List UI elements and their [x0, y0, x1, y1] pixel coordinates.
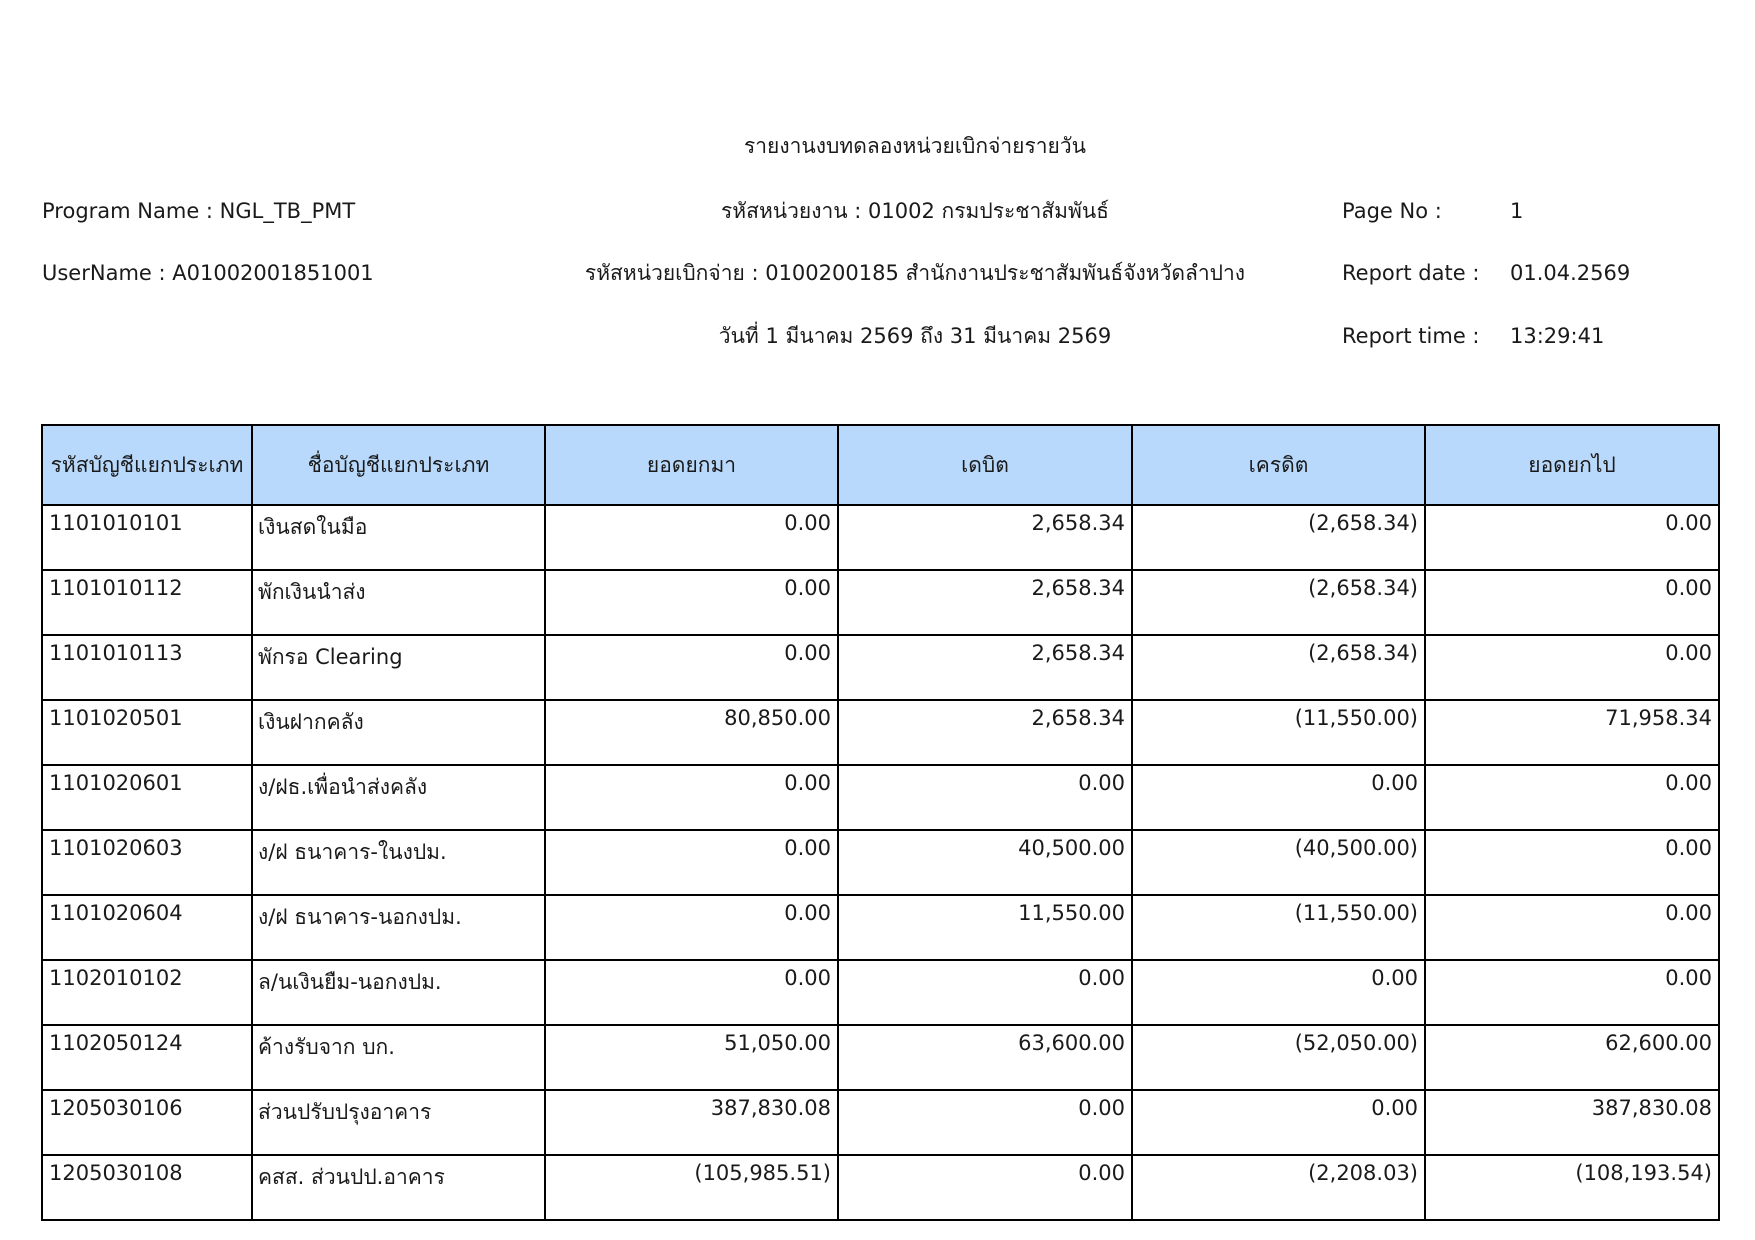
cell-opening-balance: 0.00 [545, 960, 838, 1025]
cell-credit: (2,658.34) [1132, 570, 1425, 635]
cell-debit: 11,550.00 [838, 895, 1132, 960]
cell-account-code: 1101010112 [42, 570, 252, 635]
cell-debit: 2,658.34 [838, 700, 1132, 765]
table-row [42, 700, 1719, 765]
cell-opening-balance: 80,850.00 [545, 700, 838, 765]
cell-account-code: 1205030106 [42, 1090, 252, 1155]
cell-account-name: ง/ฝ ธนาคาร-นอกงปม. [252, 895, 545, 960]
program-name: Program Name : NGL_TB_PMT [42, 199, 356, 223]
disbursement-unit: รหัสหน่วยเบิกจ่าย : 0100200185 สำนักงานประชาสัมพันธ์จังหวัดลำปาง [584, 261, 1246, 285]
cell-opening-balance: 0.00 [545, 765, 838, 830]
cell-account-code: 1101010101 [42, 505, 252, 570]
table-header-row [42, 425, 1719, 505]
page-no-label: Page No : [1342, 199, 1442, 223]
cell-debit: 63,600.00 [838, 1025, 1132, 1090]
cell-closing-balance: 0.00 [1425, 895, 1719, 960]
cell-credit: 0.00 [1132, 1090, 1425, 1155]
report-date-value: 01.04.2569 [1510, 261, 1631, 285]
report-date-label: Report date : [1342, 261, 1480, 285]
cell-account-name: เงินฝากคลัง [252, 700, 545, 765]
cell-closing-balance: 71,958.34 [1425, 700, 1719, 765]
cell-closing-balance: 0.00 [1425, 505, 1719, 570]
cell-account-code: 1205030108 [42, 1155, 252, 1220]
cell-debit: 2,658.34 [838, 505, 1132, 570]
table-row [42, 1155, 1719, 1220]
cell-credit: (2,658.34) [1132, 505, 1425, 570]
cell-opening-balance: 51,050.00 [545, 1025, 838, 1090]
cell-account-name: ส่วนปรับปรุงอาคาร [252, 1090, 545, 1155]
cell-opening-balance: 0.00 [545, 570, 838, 635]
cell-debit: 0.00 [838, 1155, 1132, 1220]
table-row [42, 505, 1719, 570]
column-header-debit: เดบิต [838, 425, 1132, 505]
cell-account-code: 1101020501 [42, 700, 252, 765]
cell-debit: 0.00 [838, 765, 1132, 830]
cell-account-code: 1101020601 [42, 765, 252, 830]
column-header-closing-balance: ยอดยกไป [1425, 425, 1719, 505]
cell-account-code: 1102010102 [42, 960, 252, 1025]
cell-credit: (52,050.00) [1132, 1025, 1425, 1090]
cell-closing-balance: 0.00 [1425, 960, 1719, 1025]
table-row [42, 1025, 1719, 1090]
table-body [42, 505, 1719, 1220]
table-row [42, 765, 1719, 830]
cell-account-name: ง/ฝธ.เพื่อนำส่งคลัง [252, 765, 545, 830]
cell-closing-balance: 62,600.00 [1425, 1025, 1719, 1090]
table-row [42, 635, 1719, 700]
cell-opening-balance: 0.00 [545, 895, 838, 960]
cell-account-code: 1101010113 [42, 635, 252, 700]
cell-closing-balance: (108,193.54) [1425, 1155, 1719, 1220]
cell-closing-balance: 0.00 [1425, 765, 1719, 830]
cell-closing-balance: 0.00 [1425, 635, 1719, 700]
cell-credit: 0.00 [1132, 765, 1425, 830]
cell-credit: (2,658.34) [1132, 635, 1425, 700]
cell-account-name: ค้างรับจาก บก. [252, 1025, 545, 1090]
agency-code: รหัสหน่วยงาน : 01002 กรมประชาสัมพันธ์ [721, 199, 1109, 223]
cell-account-code: 1102050124 [42, 1025, 252, 1090]
cell-account-name: ง/ฝ ธนาคาร-ในงปม. [252, 830, 545, 895]
column-header-account-name: ชื่อบัญชีแยกประเภท [252, 425, 545, 505]
column-header-account-code: รหัสบัญชีแยกประเภท [42, 425, 252, 505]
cell-opening-balance: 0.00 [545, 505, 838, 570]
cell-credit: 0.00 [1132, 960, 1425, 1025]
report-title: รายงานงบทดลองหน่วยเบิกจ่ายรายวัน [743, 134, 1087, 158]
cell-account-name: พักเงินนำส่ง [252, 570, 545, 635]
report-period: วันที่ 1 มีนาคม 2569 ถึง 31 มีนาคม 2569 [718, 324, 1112, 348]
cell-opening-balance: (105,985.51) [545, 1155, 838, 1220]
report-time-label: Report time : [1342, 324, 1480, 348]
cell-debit: 2,658.34 [838, 570, 1132, 635]
cell-account-name: เงินสดในมือ [252, 505, 545, 570]
user-name: UserName : A01002001851001 [42, 261, 374, 285]
cell-debit: 2,658.34 [838, 635, 1132, 700]
cell-debit: 40,500.00 [838, 830, 1132, 895]
cell-closing-balance: 0.00 [1425, 570, 1719, 635]
table-row [42, 1090, 1719, 1155]
cell-closing-balance: 0.00 [1425, 830, 1719, 895]
table-row [42, 895, 1719, 960]
cell-credit: (11,550.00) [1132, 700, 1425, 765]
cell-debit: 0.00 [838, 960, 1132, 1025]
cell-closing-balance: 387,830.08 [1425, 1090, 1719, 1155]
column-header-opening-balance: ยอดยกมา [545, 425, 838, 505]
cell-account-code: 1101020603 [42, 830, 252, 895]
cell-credit: (11,550.00) [1132, 895, 1425, 960]
cell-credit: (2,208.03) [1132, 1155, 1425, 1220]
report-time-value: 13:29:41 [1510, 324, 1605, 348]
cell-opening-balance: 0.00 [545, 635, 838, 700]
trial-balance-table [41, 424, 1720, 1221]
cell-account-code: 1101020604 [42, 895, 252, 960]
cell-opening-balance: 0.00 [545, 830, 838, 895]
column-header-credit: เครดิต [1132, 425, 1425, 505]
table-row [42, 830, 1719, 895]
cell-account-name: ล/นเงินยืม-นอกงปม. [252, 960, 545, 1025]
cell-account-name: พักรอ Clearing [252, 635, 545, 700]
cell-credit: (40,500.00) [1132, 830, 1425, 895]
table-row [42, 960, 1719, 1025]
cell-account-name: คสส. ส่วนปป.อาคาร [252, 1155, 545, 1220]
table-row [42, 570, 1719, 635]
page-no-value: 1 [1510, 199, 1524, 223]
cell-debit: 0.00 [838, 1090, 1132, 1155]
cell-opening-balance: 387,830.08 [545, 1090, 838, 1155]
